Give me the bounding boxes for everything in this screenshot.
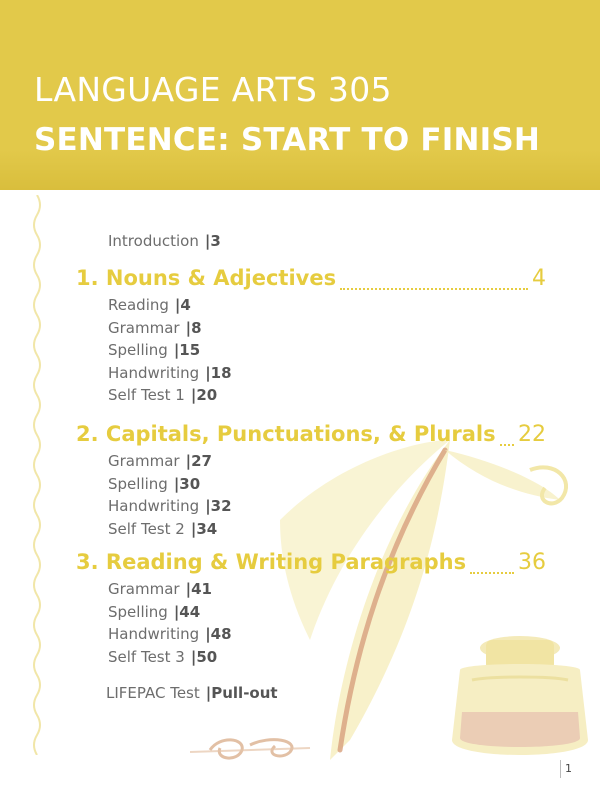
toc-entry-lesson: [108, 364, 232, 382]
toc-entry-page: |15: [173, 341, 201, 359]
toc-entry-lesson: [108, 648, 217, 666]
toc-entry-lesson: [108, 520, 217, 538]
toc-entry-label: LIFEPAC Test: [106, 684, 200, 702]
toc-entry-page: |50: [190, 647, 218, 666]
toc-entry-label: Spelling: [108, 602, 168, 621]
toc-entry-page: |32: [205, 497, 232, 515]
unit-title: 1. Nouns & Adjectives: [76, 266, 337, 290]
toc-entry-lifepac-test: [106, 684, 278, 702]
toc-entry-label: Spelling: [108, 474, 168, 493]
toc-entry-lesson: [108, 625, 232, 643]
toc-entry-introduction: [108, 232, 221, 250]
toc-entry-page: |27: [185, 452, 212, 470]
unit-title: 2. Capitals, Punctuations, & Plurals: [76, 422, 496, 446]
toc-entry-page: |41: [185, 580, 212, 598]
toc-entry-page: |44: [173, 602, 201, 621]
toc-unit-3: [76, 550, 546, 580]
toc-entry-lesson: [108, 319, 202, 337]
leader-dots: [340, 288, 528, 290]
toc-entry-page: |20: [190, 386, 218, 404]
toc-entry-label: Spelling: [108, 341, 168, 359]
toc-entry-label: Grammar: [108, 452, 180, 470]
toc-entry-page: |8: [185, 318, 202, 337]
toc-entry-page: |34: [190, 519, 218, 538]
toc-entry-page: |4: [174, 296, 191, 314]
unit-title: 3. Reading & Writing Paragraphs: [76, 550, 467, 574]
toc-entry-lesson: [108, 603, 200, 621]
toc-entry-lesson: [108, 497, 232, 515]
book-title: SENTENCE: START TO FINISH: [34, 122, 541, 158]
toc-entry-page: |18: [205, 363, 232, 382]
toc-entry-label: Reading: [108, 296, 169, 314]
toc-entry-page: |Pull-out: [205, 684, 278, 702]
toc-entry-page: |30: [173, 474, 201, 493]
toc-entry-label: Self Test 2: [108, 519, 185, 538]
toc-entry-lesson: [108, 341, 200, 359]
toc-entry-lesson: [108, 475, 200, 493]
toc-entry-lesson: [108, 386, 217, 404]
toc-entry-page: |48: [205, 625, 232, 643]
toc-entry-label: Introduction: [108, 232, 199, 250]
toc-entry-label: Self Test 1: [108, 386, 185, 404]
toc-unit-1: [76, 266, 546, 296]
page-divider: [560, 760, 561, 778]
toc-entry-lesson: [108, 580, 212, 598]
toc-entry-lesson: [108, 452, 212, 470]
leader-dots: [500, 444, 514, 446]
toc-entry-page: |3: [204, 232, 221, 250]
toc-entry-label: Grammar: [108, 318, 180, 337]
toc-unit-2: [76, 422, 546, 452]
leader-dots: [470, 572, 514, 574]
page-number: 1: [565, 762, 572, 775]
series-title: LANGUAGE ARTS 305: [34, 70, 392, 109]
unit-page-number: 4: [532, 266, 546, 291]
unit-page-number: 36: [518, 550, 546, 575]
toc-entry-label: Handwriting: [108, 625, 200, 643]
toc-entry-label: Self Test 3: [108, 647, 185, 666]
toc-entry-lesson: [108, 296, 191, 314]
toc-entry-label: Grammar: [108, 580, 180, 598]
toc-entry-label: Handwriting: [108, 363, 200, 382]
toc-entry-label: Handwriting: [108, 497, 200, 515]
unit-page-number: 22: [518, 422, 546, 447]
